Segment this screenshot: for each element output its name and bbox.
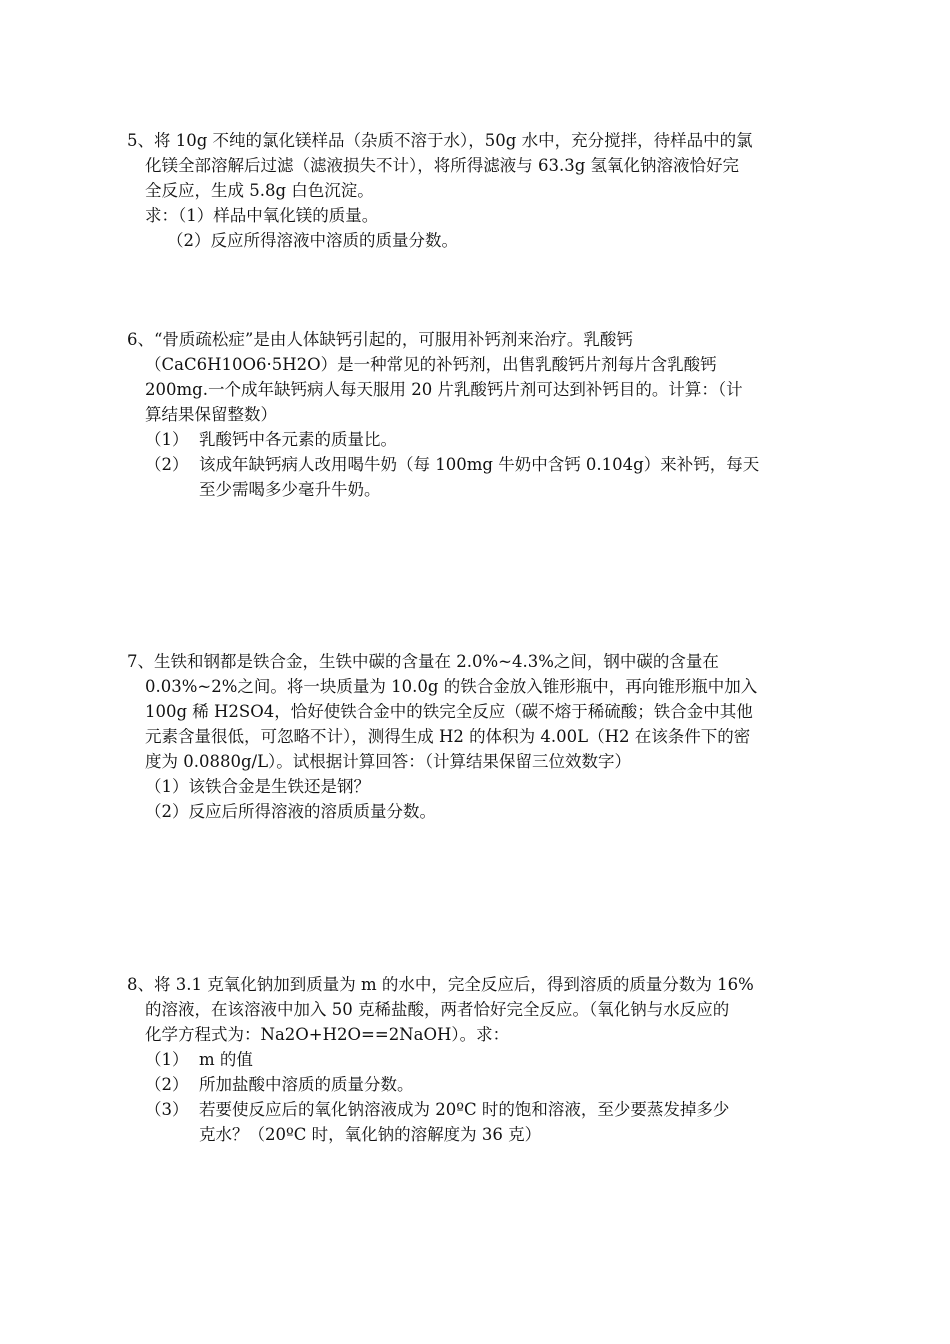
question-6-sub-2: （2） 该成年缺钙病人改用喝牛奶（每 100mg 牛奶中含钙 0.104g）来补钙，每天 至少需喝多少毫升牛奶。 xyxy=(127,452,812,502)
question-5-ask-1: 求：（1）样品中氧化镁的质量。 xyxy=(145,206,379,225)
question-7-sub-2: （2）反应后所得溶液的溶质质量分数。 xyxy=(145,802,436,821)
question-6-text: 6、“骨质疏松症”是由人体缺钙引起的，可服用补钙剂来治疗。乳酸钙 （CaC6H10O6·5H2O）是一种常见的补钙剂，出售乳酸钙片剂每片含乳酸钙 200mg.一个成年缺钙病人每天服用 20 片乳酸钙片剂可达到补钙目的。计算：（计 算结果保留整数） xyxy=(127,330,743,424)
sub-number: （2） xyxy=(145,1075,189,1094)
question-7 xyxy=(127,649,812,824)
question-7-sub-1: （1）该铁合金是生铁还是钢？ xyxy=(145,777,370,796)
question-7-text: 7、生铁和钢都是铁合金，生铁中碳的含量在 2.0%~4.3%之间，钢中碳的含量在 0.03%~2%之间。将一块质量为 10.0g 的铁合金放入锥形瓶中，再向锥形瓶中加入 100g 稀 H2SO4，恰好使铁合金中的铁完全反应（碳不熔于稀硫酸；铁合金中其他 元素含量很低，可忽略不计），测得生成 H2 的体积为 4.00L（H2 在该条件下的密 度为 0.0880g/L）。试根据计算回答：（计算结果保留三位效数字） xyxy=(127,652,758,771)
question-8-sub-2: （2） 所加盐酸中溶质的质量分数。 xyxy=(127,1072,812,1097)
question-6 xyxy=(127,327,812,502)
question-5-ask-2: （2）反应所得溶液中溶质的质量分数。 xyxy=(167,231,458,250)
question-5-text: 5、将 10g 不纯的氯化镁样品（杂质不溶于水），50g 水中，充分搅拌，待样品中的氯 化镁全部溶解后过滤（滤液损失不计），将所得滤液与 63.3g 氢氧化钠溶液恰好完 全反应，生成 5.8g 白色沉淀。 xyxy=(127,131,753,200)
question-8 xyxy=(127,972,812,1147)
question-5 xyxy=(127,128,812,253)
question-8-sub-3: （3） 若要使反应后的氧化钠溶液成为 20ºC 时的饱和溶液，至少要蒸发掉多少 克水？（20ºC 时，氧化钠的溶解度为 36 克） xyxy=(127,1097,812,1147)
question-6-sub-1: （1） 乳酸钙中各元素的质量比。 xyxy=(127,427,812,452)
question-8-sub-1: （1） m 的值 xyxy=(127,1047,812,1072)
question-8-text: 8、将 3.1 克氧化钠加到质量为 m 的水中，完全反应后，得到溶质的质量分数为 16% 的溶液，在该溶液中加入 50 克稀盐酸，两者恰好完全反应。（氧化钠与水反应的 化学方程式为：Na2O+H2O==2NaOH）。求： xyxy=(127,975,754,1044)
sub-number: （3） xyxy=(145,1100,189,1119)
sub-number: （2） xyxy=(145,455,189,474)
sub-number: （1） xyxy=(145,1050,189,1069)
sub-number: （1） xyxy=(145,430,189,449)
